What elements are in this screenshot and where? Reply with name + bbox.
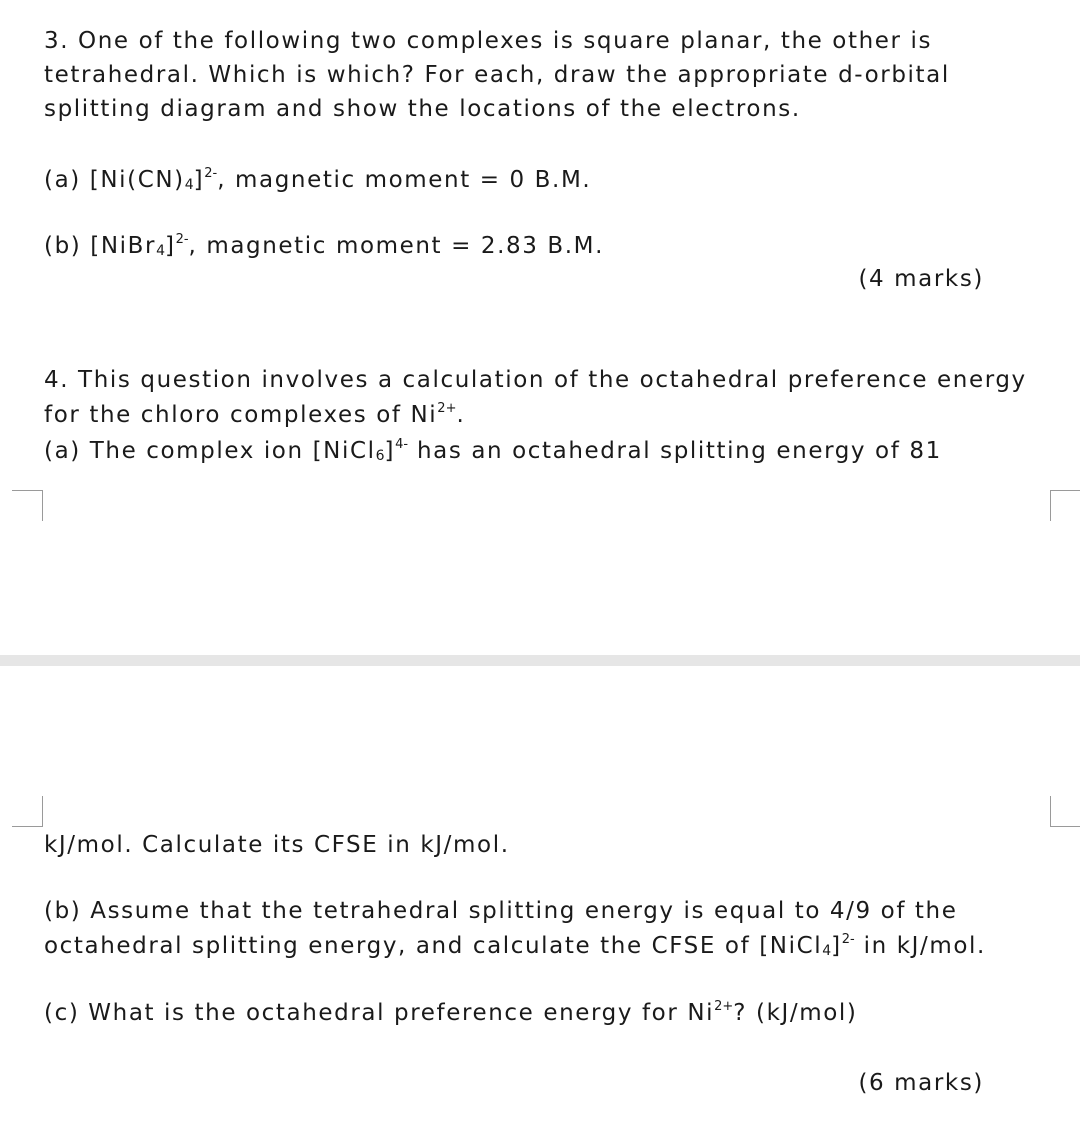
q4-part-b-line-1: (b) Assume that the tetrahedral splitting energy is equal to 4/9 of the: [44, 898, 958, 924]
q4-part-a-continued: kJ/mol. Calculate its CFSE in kJ/mol.: [44, 832, 510, 858]
crop-mark-top-right: [1050, 490, 1080, 521]
q3-marks: (4 marks): [858, 266, 984, 292]
q4-marks: (6 marks): [858, 1070, 984, 1096]
q4-part-c: (c) What is the octahedral preference energy for $Ni^{2+}$? (kJ/mol): [44, 999, 858, 1026]
q4-line-2: for the chloro complexes of $Ni^{2+}$.: [44, 401, 466, 428]
crop-mark-top-left: [12, 490, 43, 521]
q3-line-1: 3. One of the following two complexes is square planar, the other is: [44, 28, 933, 54]
q3-part-a: (a) $[Ni(CN)4]^{2-}$, magnetic moment = 0 B.M.: [44, 166, 592, 193]
q3-line-2: tetrahedral. Which is which? For each, draw the appropriate d-orbital: [44, 62, 950, 88]
q4-part-b-line-2: octahedral splitting energy, and calculate the CFSE of [NiCl4]$^{2-}$ in kJ/mol.: [44, 932, 986, 959]
q3-line-3: splitting diagram and show the locations of the electrons.: [44, 96, 801, 122]
q3-part-b: (b) [NiBr4]$^{2-}$, magnetic moment = 2.83 B.M.: [44, 232, 605, 259]
crop-mark-bottom-right: [1050, 796, 1080, 827]
q4-part-a: (a) The complex ion [NiCl6]$^{4-}$ has an octahedral splitting energy of 81: [44, 437, 942, 464]
q4-line-1: 4. This question involves a calculation of the octahedral preference energy: [44, 367, 1027, 393]
crop-mark-bottom-left: [12, 796, 43, 827]
page-bottom: [0, 666, 1080, 1121]
page-break: [0, 655, 1080, 666]
